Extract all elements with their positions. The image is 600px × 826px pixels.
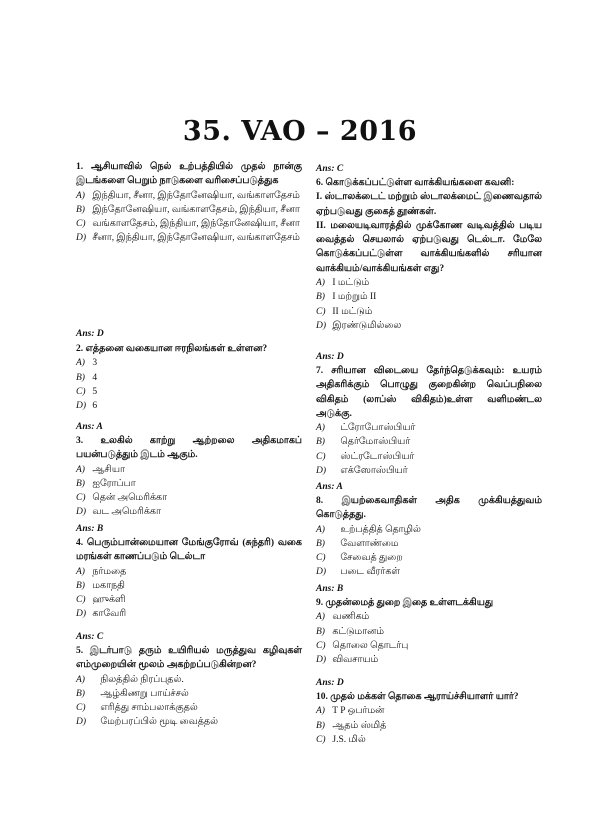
option-text: சீனா, இந்தியா, இந்தோனேஷியா, வங்காளதேசம் [92, 233, 300, 244]
option-label: C) [76, 703, 86, 714]
option-text: வேளாண்மை [340, 538, 399, 549]
option-text: ட்ரோபோஸ்பியர் [340, 423, 416, 434]
option-c [76, 217, 302, 231]
option-text: இந்தியா, சீனா, இந்தோனேஷியா, வங்காளதேசம் [92, 190, 300, 201]
option-label: D) [76, 401, 87, 412]
option-text: I மற்றும் II [332, 292, 377, 303]
option-text: தெர்மோஸ்பியர் [340, 437, 411, 448]
answer-label: Ans: B [76, 524, 104, 534]
answer-label: Ans: A [76, 422, 103, 432]
question-block [76, 160, 302, 246]
question-text: 5. இடர்பாடு தரும் உயிரியல் மருத்துவ கழிவுகள் எம்முறையின் மூலம் அகற்றப்படுகின்றன? [76, 646, 302, 671]
option-label: B) [316, 720, 325, 731]
option-text: தொலை தொடர்பு [332, 640, 409, 651]
option-label: A) [316, 524, 325, 535]
option-text: இரண்டுமில்லை [332, 320, 402, 331]
option-c [76, 701, 302, 715]
option-a [76, 565, 302, 579]
option-c [316, 733, 542, 747]
statement: II. மலையடிவாரத்தில் முக்கோண வடிவத்தில் படிய வைத்தல் செயலால் ஏற்படுவது டெல்டா. மேலே கொடுக்கப்பட்டுள்ள வாக்கியங்களில் சரியான வாக்கியம்/வாக்கியங்கள் எது? [316, 220, 542, 274]
answer-label: Ans: A [316, 482, 343, 492]
option-a [316, 523, 542, 537]
option-b [316, 719, 542, 733]
option-a [76, 463, 302, 477]
question-block [316, 364, 542, 478]
option-d [316, 319, 542, 333]
option-text: படை வீரர்கள் [340, 567, 400, 578]
option-text: 5 [92, 386, 98, 397]
option-label: C) [316, 451, 326, 462]
option-text: வட அமெரிக்கா [92, 507, 161, 518]
question-block [316, 176, 542, 333]
question-text: 1. ஆசியாவில் நெல் உற்பத்தியில் முதல் நான்கு இடங்களை பெறும் நாடுகளை வரிசைப்படுத்துக [76, 162, 302, 187]
option-label: A) [316, 278, 325, 289]
option-label: B) [76, 478, 85, 489]
option-text: ஆதம் ஸ்மித் [332, 720, 387, 731]
option-text: J.S. மில் [332, 734, 366, 745]
option-text: ஐரோப்பா [92, 478, 136, 489]
question-text: 10. முதல் மக்கள் தொகை ஆராய்ச்சியாளர் யார்? [316, 692, 519, 702]
option-b [76, 477, 302, 491]
option-label: C) [76, 595, 86, 606]
option-d [76, 231, 302, 245]
option-text: எரித்து சாம்பலாக்குதல் [100, 703, 198, 714]
option-label: D) [76, 507, 87, 518]
option-b [76, 203, 302, 217]
option-label: B) [316, 538, 325, 549]
option-a [316, 704, 542, 718]
option-label: A) [76, 190, 85, 201]
question-block [76, 644, 302, 730]
option-b [316, 290, 542, 304]
option-a [316, 276, 542, 290]
question-text: 2. எத்தனை வகையான ஈரநிலங்கள் உள்ளன? [76, 344, 268, 354]
option-b [316, 435, 542, 449]
option-label: D) [76, 717, 87, 728]
question-text: 6. கொடுக்கப்பட்டுள்ள வாக்கியங்களை கவனி: [316, 178, 515, 188]
option-text: 4 [92, 372, 98, 383]
answer-label: Ans: C [76, 632, 104, 642]
option-text: இந்தோனேஷியா, வங்காளதேசம், இந்தியா, சீனா [92, 204, 300, 215]
option-d [316, 565, 542, 579]
question-block [76, 434, 302, 520]
question-block [316, 494, 542, 580]
option-text: விவசாயம் [332, 655, 379, 666]
option-label: D) [316, 567, 327, 578]
option-text: ஆசியா [92, 464, 125, 475]
option-label: A) [76, 566, 85, 577]
option-label: D) [316, 655, 327, 666]
option-label: C) [76, 493, 86, 504]
option-text: கட்டுமானம் [332, 626, 384, 637]
page-title: 35. VAO – 2016 [182, 116, 418, 147]
option-text: மகாநதி [92, 580, 125, 591]
answer-label: Ans: C [316, 164, 344, 174]
option-label: D) [316, 320, 327, 331]
option-d [316, 653, 542, 667]
option-label: C) [76, 386, 86, 397]
option-label: A) [76, 358, 85, 369]
option-c [76, 593, 302, 607]
option-b [76, 579, 302, 593]
option-label: B) [76, 372, 85, 383]
option-c [76, 385, 302, 399]
option-d [76, 399, 302, 413]
option-label: A) [316, 612, 325, 623]
option-label: C) [316, 553, 326, 564]
option-text: T P ஒபர்மன் [332, 706, 385, 717]
option-label: A) [76, 464, 85, 475]
option-a [76, 673, 302, 687]
option-b [316, 537, 542, 551]
option-text: ஆழ்கிணறு பாய்ச்சல் [100, 688, 189, 699]
answer-label: Ans: B [316, 584, 344, 594]
option-label: C) [316, 640, 326, 651]
answer-label: Ans: D [316, 352, 344, 362]
option-text: எக்ஸோஸ்பியர் [340, 466, 408, 477]
option-text: தென் அமெரிக்கா [92, 493, 168, 504]
option-b [76, 371, 302, 385]
option-text: ஹுக்ளி [92, 595, 126, 606]
question-text: 4. பெரும்பான்மையான மேங்குரோவ் (சுந்தரி) வகை மரங்கள் காணப்படும் டெல்டா [76, 538, 302, 563]
option-label: A) [316, 423, 325, 434]
answer-label: Ans: D [76, 329, 104, 339]
question-block [316, 596, 542, 667]
option-d [76, 607, 302, 621]
option-label: B) [316, 437, 325, 448]
option-text: மேற்பரப்பில் மூடி வைத்தல் [100, 717, 219, 728]
question-block [316, 690, 542, 747]
option-a [76, 356, 302, 370]
option-b [76, 687, 302, 701]
option-label: B) [76, 204, 85, 215]
option-text: 6 [92, 401, 98, 412]
option-text: சேவைத் துறை [340, 553, 403, 564]
option-text: நர்மதை [92, 566, 127, 577]
option-text: நிலத்தில் நிரப்புதல். [100, 674, 184, 685]
question-text: 9. முதன்மைத் துறை இதை உள்ளடக்கியது [316, 598, 494, 608]
option-c [316, 305, 542, 319]
question-text: 3. உலகில் காற்று ஆற்றலை அதிகமாகப் பயன்படுத்தும் இடம் ஆகும். [76, 436, 302, 461]
option-text: உற்பத்தித் தொழில் [340, 524, 421, 535]
option-text: வணிகம் [332, 612, 370, 623]
option-text: ஸ்ட்ரடோஸ்பியர் [340, 451, 415, 462]
option-d [76, 715, 302, 729]
option-c [316, 450, 542, 464]
option-label: A) [316, 706, 325, 717]
question-block [76, 342, 302, 413]
question-text: 7. சரியான விடையை தேர்ந்தெடுக்கவும்: உயரம் அதிகரிக்கும் பொழுது குறைகின்ற வெப்பநிலை விகிதம் (லாப்ஸ் விகிதம்)உள்ள வளிமண்டல அடுக்கு. [316, 366, 542, 419]
option-a [316, 421, 542, 435]
answer-label: Ans: D [316, 678, 344, 688]
option-a [316, 610, 542, 624]
question-block [76, 536, 302, 622]
option-label: B) [76, 688, 85, 699]
option-c [316, 639, 542, 653]
option-label: D) [76, 233, 87, 244]
question-text: 8. இயற்கைவாதிகள் அதிக முக்கியத்துவம் கொடுத்தது. [316, 496, 542, 521]
option-text: II மட்டும் [332, 306, 373, 317]
option-b [316, 625, 542, 639]
statement: I. ஸ்டாலக்டைட் மற்றும் ஸ்டாலக்மைட் இணைவதால் ஏற்படுவது குகைத் தூண்கள். [316, 192, 542, 217]
option-a [76, 189, 302, 203]
option-label: B) [316, 626, 325, 637]
option-c [316, 551, 542, 565]
option-d [76, 505, 302, 519]
option-label: A) [76, 674, 85, 685]
option-label: C) [316, 734, 326, 745]
option-text: 3 [92, 358, 98, 369]
option-text: வங்காளதேசம், இந்தியா, இந்தோனேஷியா, சீனா [92, 219, 300, 230]
option-label: B) [76, 580, 85, 591]
option-label: D) [76, 609, 87, 620]
option-label: C) [76, 219, 86, 230]
option-text: காவேரி [92, 609, 127, 620]
option-text: I மட்டும் [332, 278, 370, 289]
option-label: C) [316, 306, 326, 317]
option-label: B) [316, 292, 325, 303]
option-d [316, 464, 542, 478]
option-label: D) [316, 466, 327, 477]
option-c [76, 491, 302, 505]
